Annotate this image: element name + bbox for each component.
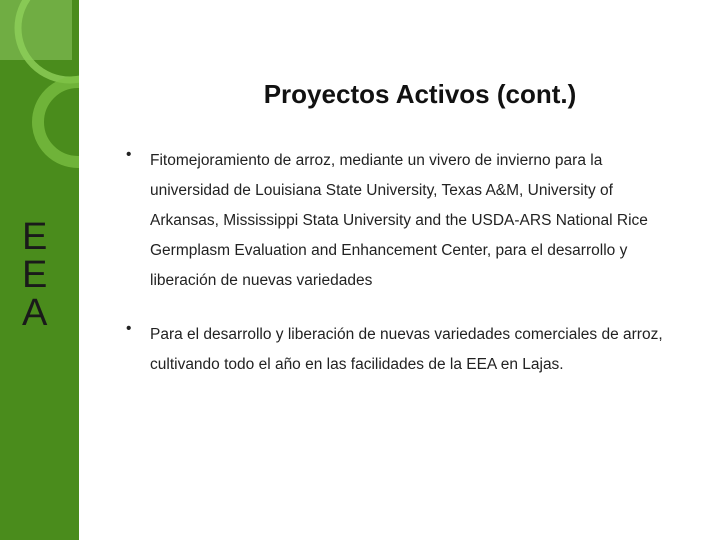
decorative-rings-icon [0, 0, 79, 200]
bullet-line: Para el desarrollo y liberación de nuevas variedades comerciales de arroz, [150, 326, 663, 343]
bullet-line: liberación de nuevas variedades [150, 272, 373, 289]
bullet-text [150, 320, 703, 380]
bullet-item [118, 146, 703, 296]
side-letter: A [22, 292, 48, 334]
side-letter: E [22, 216, 48, 258]
bullet-dot: • [126, 320, 132, 337]
bullet-line: universidad de Louisiana State University, Texas A&M, University of [150, 182, 613, 199]
bullet-dot: • [126, 146, 132, 163]
side-acronym [0, 218, 79, 332]
side-letter: E [22, 254, 48, 296]
bullet-line: Arkansas, Mississippi Stata University and the USDA-ARS National Rice [150, 212, 648, 229]
bullet-text [150, 146, 703, 296]
bullet-line: Fitomejoramiento de arroz, mediante un vivero de invierno para la [150, 152, 603, 169]
bullet-line: cultivando todo el año en las facilidades de la EEA en Lajas. [150, 356, 564, 373]
bullet-list [118, 146, 703, 380]
bullet-item [118, 320, 703, 380]
bullet-line: Germplasm Evaluation and Enhancement Center, para el desarrollo y [150, 242, 628, 259]
green-sidebar [0, 0, 79, 540]
slide-title: Proyectos Activos (cont.) [263, 79, 577, 109]
